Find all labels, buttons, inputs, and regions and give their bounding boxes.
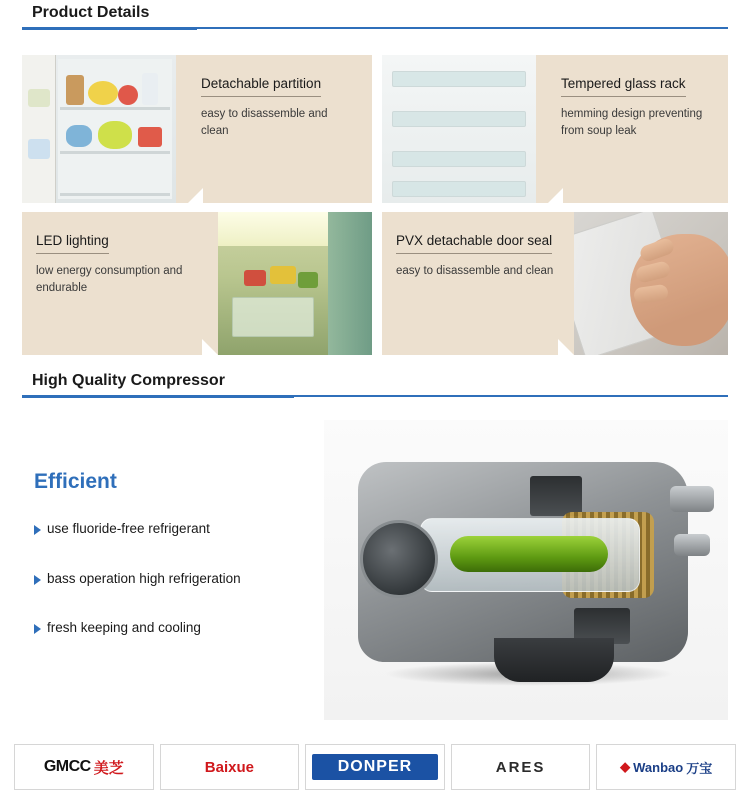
section-rule-accent [22,27,197,30]
compressor-bullet-list [34,520,324,669]
brand-name-latin: Baixue [204,758,254,776]
feature-text-pvx-door-seal [382,212,574,355]
feature-card-tempered-glass-rack [382,55,728,203]
feature-card-led-lighting [22,212,372,355]
feature-text-tempered-glass-rack [547,55,728,203]
card-notch [202,339,218,355]
section-header-product-details [22,4,728,30]
triangle-bullet-icon [34,624,41,634]
feature-body: low energy consumption and endurable [36,265,183,294]
feature-text-led-lighting [22,212,218,355]
feature-body: easy to disassemble and clean [396,265,554,277]
triangle-bullet-icon [34,525,41,535]
feature-card-detachable-partition [22,55,372,203]
brand-logo-donper [305,744,445,790]
section-rule-accent [22,395,294,398]
compressor-heading: Efficient [34,470,117,493]
feature-card-pvx-door-seal [382,212,728,355]
fridge-interior-photo [22,55,176,203]
glass-shelves-photo [382,55,536,203]
brand-name-latin: Wanbao [633,759,684,775]
brand-name-latin: ARES [495,758,546,776]
brand-name-latin: DONPER [312,754,439,780]
brand-name-chinese: 美芝 [93,759,124,777]
section-rule [22,27,728,30]
brand-name-latin: GMCC [43,758,91,775]
bullet-label: fresh keeping and cooling [47,620,201,636]
brand-logo-wanbao [596,744,736,790]
feature-text-detachable-partition [187,55,372,203]
section-title-compressor: High Quality Compressor [32,372,225,389]
card-notch [187,188,203,203]
brand-logo-strip [14,744,736,790]
feature-title: Tempered glass rack [561,76,686,97]
feature-title: PVX detachable door seal [396,233,552,254]
hand-pulling-door-seal-photo [574,212,728,355]
section-rule [22,395,728,398]
feature-body: hemming design preventing from soup leak [561,108,703,137]
brand-logo-gmcc [14,744,154,790]
bullet-label: use fluoride-free refrigerant [47,521,210,536]
section-title-product-details: Product Details [32,4,150,21]
bullet-label: bass operation high refrigeration [47,570,241,586]
feature-title: Detachable partition [201,76,321,97]
led-lit-interior-photo [218,212,372,355]
list-item [34,619,324,637]
section-header-compressor [22,372,728,398]
feature-title: LED lighting [36,233,109,254]
brand-logo-baixue [160,744,300,790]
list-item [34,570,324,588]
feature-body: easy to disassemble and clean [201,108,328,137]
brand-name-chinese: 万宝 [686,760,713,776]
wanbao-mark-icon: ◆ [620,759,631,774]
triangle-bullet-icon [34,575,41,585]
list-item [34,520,324,538]
card-notch [558,339,574,355]
brand-logo-ares [451,744,591,790]
cutaway-compressor-photo [324,420,728,720]
card-notch [547,188,563,203]
compressor-block [22,420,728,724]
